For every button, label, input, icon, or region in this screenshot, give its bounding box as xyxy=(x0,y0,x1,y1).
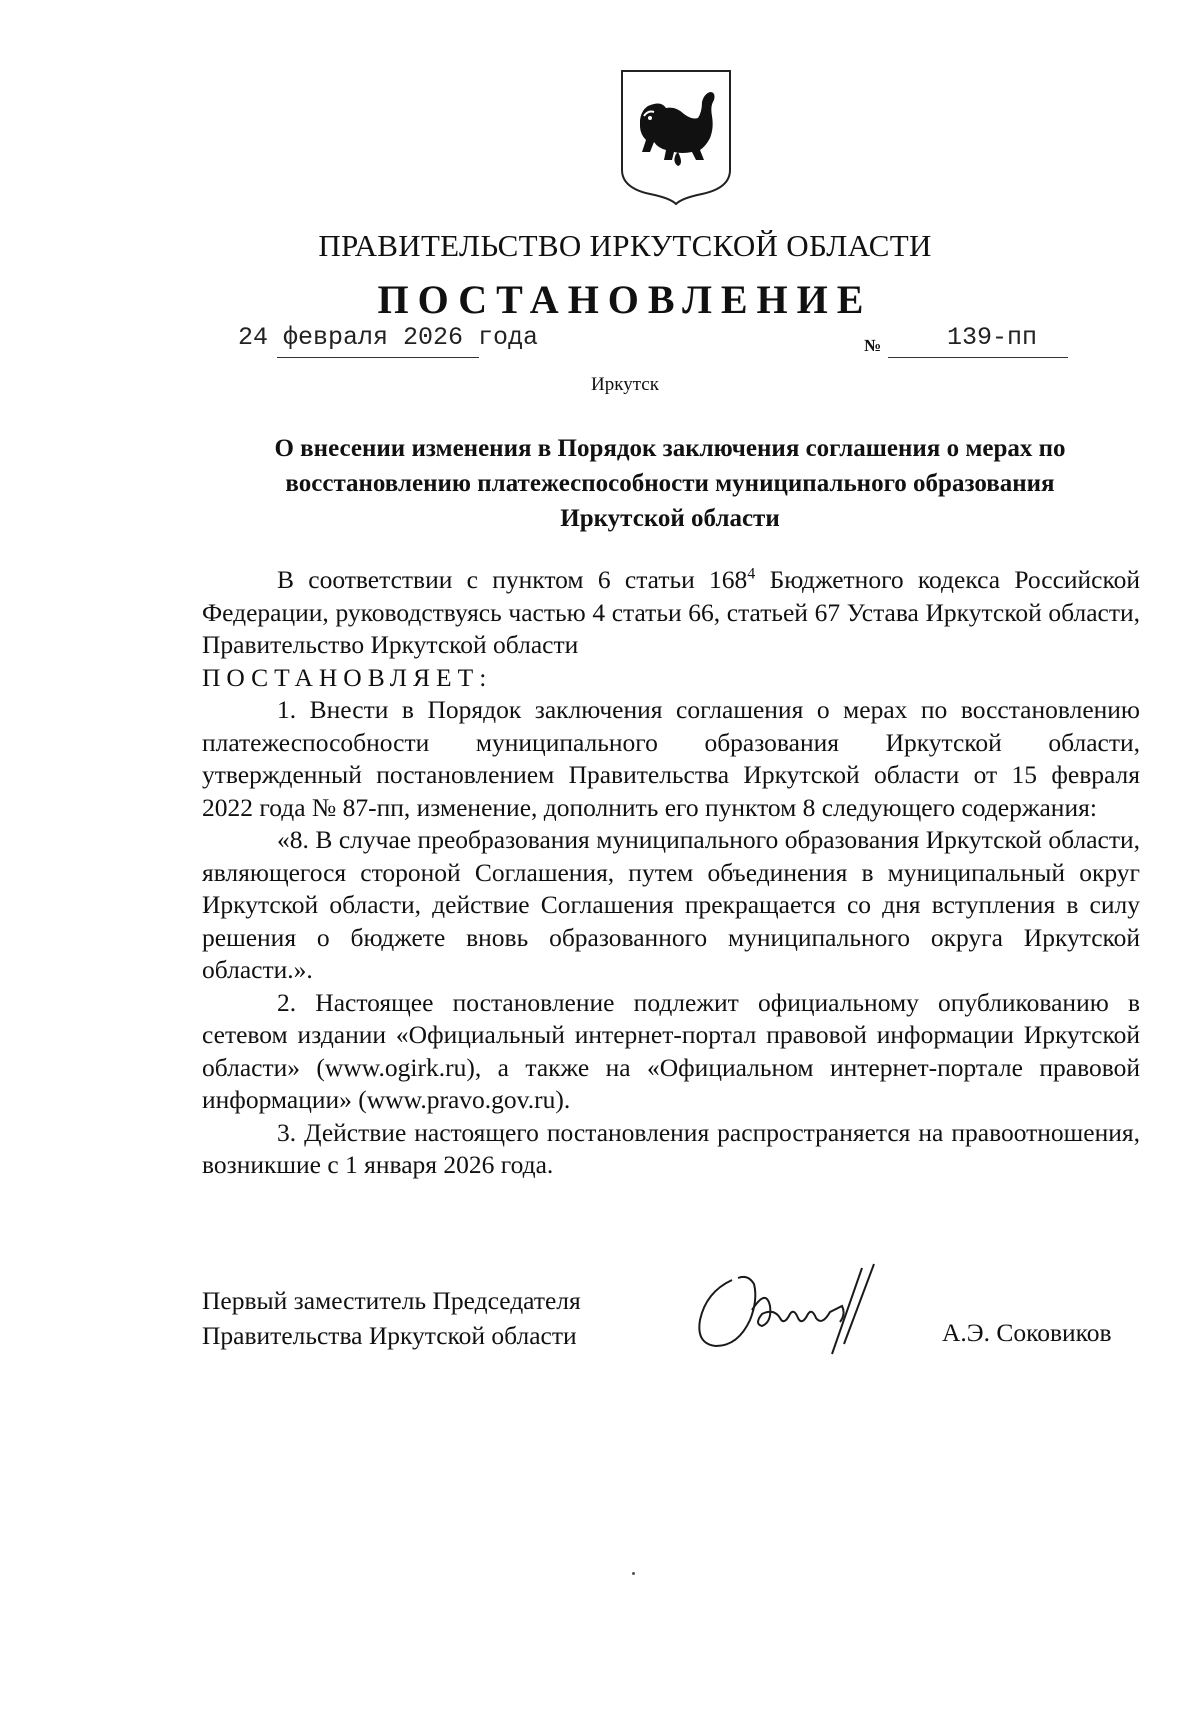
document-body xyxy=(202,564,1140,1182)
preamble-text: В соответствии с пунктом 6 статьи 168 xyxy=(277,565,748,594)
item-paragraph: 1. Внести в Порядок заключения соглашения о мерах по восстановлению платежеспособности муниципального образования Иркутской области, утвержденный постановлением Правительства Иркутской области от 15 февраля 2022 года № 87-пп, изменение, дополнить его пунктом 8 следующего содержания: xyxy=(202,695,1140,822)
coat-of-arms-icon xyxy=(618,68,734,206)
scan-speck xyxy=(632,1572,635,1575)
document-number: 139-пп xyxy=(947,323,1038,352)
superscript: 4 xyxy=(747,565,756,583)
subject-line: восстановлению платежеспособности муниципального образования xyxy=(285,470,1055,497)
government-title: ПРАВИТЕЛЬСТВО ИРКУТСКОЙ ОБЛАСТИ xyxy=(318,228,932,263)
preamble-text: Бюджетного кодекса Российской Федерации, руководствуясь частью 4 статьи 66, статьей 67 Устава Иркутской области, Правительство Иркутской области xyxy=(202,565,1140,659)
number-sign: № xyxy=(864,336,882,355)
item-paragraph: 3. Действие настоящего постановления распространяется на правоотношения, возникшие с 1 января 2026 года. xyxy=(202,1117,1140,1179)
subject-line: О внесении изменения в Порядок заключения соглашения о мерах по xyxy=(274,435,1066,462)
number-underline xyxy=(888,357,1068,358)
position-line: Правительства Иркутской области xyxy=(202,1321,577,1350)
position-line: Первый заместитель Председателя xyxy=(202,1286,581,1315)
date-underline xyxy=(277,357,479,358)
handwritten-signature xyxy=(692,1262,922,1362)
document-type-title: ПОСТАНОВЛЕНИЕ xyxy=(377,277,873,322)
quoted-paragraph: «8. В случае преобразования муниципального образования Иркутской области, являющегося стороной Соглашения, путем объединения в муниципальный округ Иркутской области, действие Соглашения прекращается со дня вступления в силу решения о бюджете вновь образованного муниципального округа Иркутской области.». xyxy=(202,825,1140,984)
subject-line: Иркутской области xyxy=(560,505,780,532)
signatory-name: А.Э. Соковиков xyxy=(942,1318,1112,1347)
city: Иркутск xyxy=(591,374,659,395)
document-date: 24 февраля 2026 года xyxy=(238,323,539,352)
item-paragraph: 2. Настоящее постановление подлежит официальному опубликованию в сетевом издании «Официальный интернет-портал правовой информации Иркутской области» (www.ogirk.ru), а также на «Официальном интернет-портале правовой информации» (www.pravo.gov.ru). xyxy=(202,987,1140,1114)
resolves-heading: ПОСТАНОВЛЯЕТ: xyxy=(202,662,493,692)
preamble-paragraph xyxy=(202,564,1140,662)
signatory-position xyxy=(202,1283,581,1353)
document-subject xyxy=(200,431,1140,536)
